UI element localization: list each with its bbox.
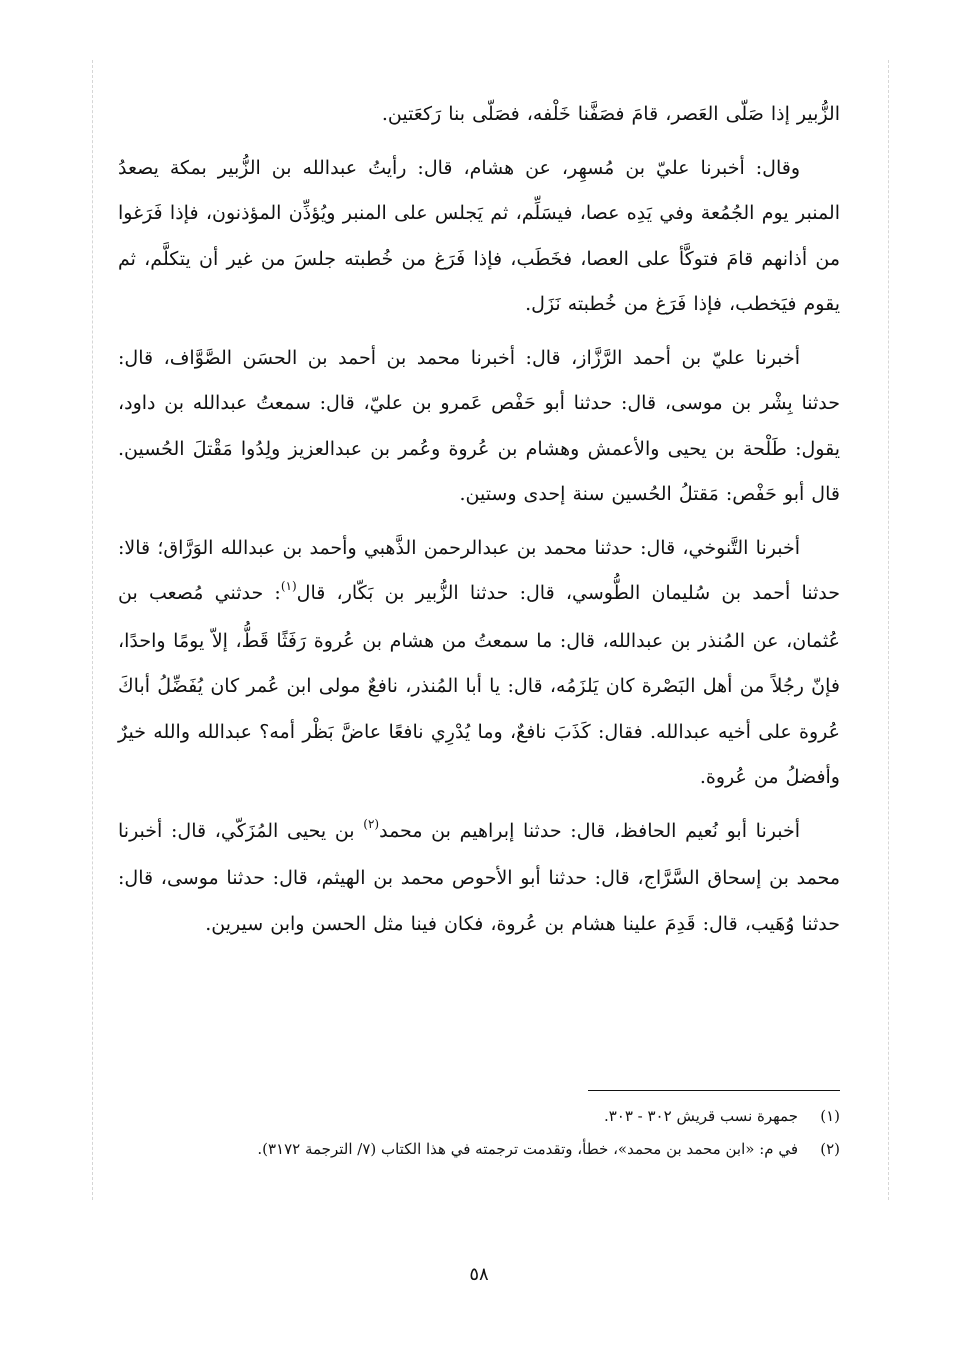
paragraph-text-before-ref: أخبرنا أبو نُعيم الحافظ، قال: حدثنا إبراهيم بن محمد <box>379 819 800 842</box>
footnote-separator <box>588 1090 840 1091</box>
paragraph-text-after-ref: : حدثني مُصعب بن عُثمان، عن المُنذر بن عبدالله، قال: ما سمعتُ من هشام بن عُروة رَفَثًا قَطُّ، إلاّ يومًا واحدًا، فإنّ رجُلاً من أهل البَصْرة كان يَلزَمُه، قال: يا أبا المُنذر، نافعٌ مولى ابن عُمر كان يُفَضِّلُ أباكَ عُروة على أخيه عبدالله. فقال: كَذَبَ نافعٌ، وما يُدْرِي نافعًا عاضَّ بَظْر أمه؟ عبدالله والله خيرٌ وأفضلُ من عُروة. <box>118 582 840 788</box>
footnote-2 <box>118 1133 840 1166</box>
paragraph-text-before-ref: أخبرنا التَّنوخي، قال: حدثنا محمد بن عبدالرحمن الذَّهبي وأحمد بن عبدالله الوَرَّاق؛ قالا: حدثنا أحمد بن سُليمان الطُّوسي، قال: حدثنا الزُّبير بن بَكّار، قال <box>118 536 841 604</box>
paragraph-continuation: الزُّبير إذا صَلّى العَصر، قامَ فصَفَّنا خَلْفه، فصَلّى بنا رَكعَتين. <box>381 103 840 125</box>
scan-artifact-line-right <box>888 60 889 1200</box>
paragraph-ibn-zubayr-minbar: وقال: أخبرنا عليّ بن مُسهِر، عن هشام، قال: رأيتُ عبدالله بن الزُّبير بمكة يصعدُ المنبر يوم الجُمُعة وفي يَدِه عصا، فيسَلِّم، ثم يَجلس على المنبر ويُؤذِّن المؤذنون، فإذا فَرَغوا من أذانهم قامَ فتوكَّأ على العصا، فخَطَب، فإذا فَرَغ من خُطبته جلسَ من غير أن يتكلَّم، ثم يقوم فيَخطب، فإذا فَرَغ من خُطبته نَزَل. <box>118 156 840 315</box>
footnote-ref-1[interactable]: (١) <box>280 579 297 593</box>
paragraph-abu-nuaym <box>118 809 840 948</box>
footnote-text: في م: «ابن محمد بن محمد»، خطأ، وتقدمت ترجمته في هذا الكتاب (٧/ الترجمة ٣١٧٢). <box>257 1140 798 1158</box>
scan-artifact-line-left <box>92 60 93 1200</box>
footnote-text: جمهرة نسب قريش ٣٠٢ - ٣٠٣. <box>603 1107 798 1125</box>
footnotes <box>118 1100 840 1166</box>
footnote-1 <box>118 1100 840 1133</box>
footnote-number: (٢) <box>820 1140 840 1158</box>
paragraph-hisham-nafi <box>118 526 840 801</box>
paragraph-maqtal-husayn: أخبرنا عليّ بن أحمد الرَّزَّاز، قال: أخبرنا محمد بن أحمد بن الحسَن الصَّوَّاف، قال: حدثنا بِشْر بن موسى، قال: حدثنا أبو حَفْص عَمرو بن عليّ، قال: سمعتُ عبدالله بن داود، يقول: طَلْحة بن يحيى والأعمش وهشام بن عُروة وعُمر بن عبدالعزيز ولِدُوا مَقْتلَ الحُسين. قال أبو حَفْص: مَقتلُ الحُسين سنة إحدى وستين. <box>118 346 840 505</box>
footnote-number: (١) <box>820 1107 840 1125</box>
main-text <box>118 92 840 955</box>
footnote-ref-2[interactable]: (٢) <box>363 816 380 831</box>
page-number: ٥٨ <box>469 1264 489 1285</box>
paragraph-text-after-ref: بن يحيى المُزَكّي، قال: أخبرنا محمد بن إسحاق السَّرَّاج، قال: حدثنا أبو الأحوص محمد بن الهيثم، قال: حدثنا موسى، قال: حدثنا وُهَيب، قال: قَدِمَ علينا هشام بن عُروة، فكان فينا مثل الحسن وابن سيرين. <box>118 819 840 935</box>
